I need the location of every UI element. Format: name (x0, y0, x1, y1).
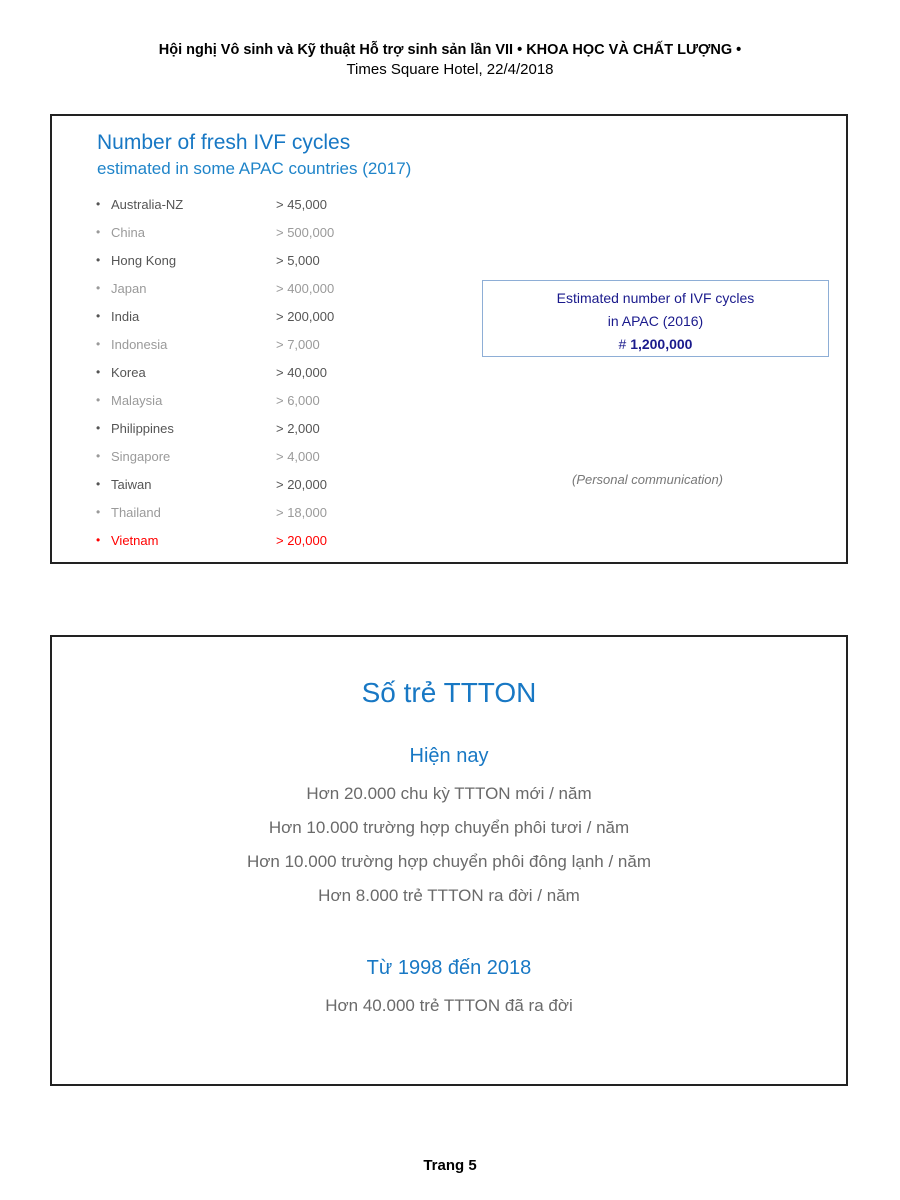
cycle-count: > 5,000 (276, 252, 320, 268)
bullet-icon: • (96, 421, 101, 435)
box-total-line (483, 333, 828, 356)
source-note: (Personal communication) (572, 472, 724, 487)
country-name: Singapore (111, 448, 171, 464)
country-row (96, 442, 416, 470)
country-name: Hong Kong (111, 252, 177, 268)
bullet-icon: • (96, 225, 101, 239)
slide-title: Number of fresh IVF cycles (97, 131, 351, 154)
apac-total-box (482, 280, 829, 357)
bullet-icon: • (96, 477, 101, 491)
bullet-icon: • (96, 337, 101, 351)
bullet-icon: • (96, 533, 101, 547)
bullet-icon: • (96, 365, 101, 379)
country-row (96, 330, 416, 358)
country-name: Thailand (111, 504, 161, 520)
cycle-count: > 20,000 (276, 532, 327, 548)
cycle-count: > 500,000 (276, 224, 335, 240)
history-line: Hơn 40.000 trẻ TTTON đã ra đời (325, 996, 573, 1015)
current-line: Hơn 10.000 trường hợp chuyển phôi đông lạnh / năm (247, 852, 651, 871)
country-row (96, 190, 416, 218)
cycle-count: > 400,000 (276, 280, 335, 296)
page-number: Trang 5 (423, 1157, 477, 1174)
country-name: Vietnam (111, 532, 159, 548)
cycle-count: > 4,000 (276, 448, 320, 464)
country-name: China (111, 224, 145, 240)
bullet-icon: • (96, 449, 101, 463)
cycle-count: > 20,000 (276, 476, 327, 492)
country-name: Indonesia (111, 336, 168, 352)
country-name: India (111, 308, 140, 324)
cycle-count: > 18,000 (276, 504, 327, 520)
bullet-icon: • (96, 393, 101, 407)
current-line: Hơn 8.000 trẻ TTTON ra đời / năm (318, 886, 580, 905)
box-line-1: Estimated number of IVF cycles (556, 290, 755, 306)
country-row (96, 498, 416, 526)
bullet-icon: • (96, 309, 101, 323)
country-row (96, 302, 416, 330)
bullet-icon: • (96, 197, 101, 211)
country-row (96, 274, 416, 302)
cycle-count: > 7,000 (276, 336, 320, 352)
cycle-count: > 200,000 (276, 308, 335, 324)
bullet-icon: • (96, 281, 101, 295)
cycle-count: > 6,000 (276, 392, 320, 408)
slide-subtitle: estimated in some APAC countries (2017) (97, 159, 412, 178)
slide-ivf-children (50, 635, 848, 1086)
country-row (96, 414, 416, 442)
cycle-count: > 2,000 (276, 420, 320, 436)
slide-title: Số trẻ TTTON (361, 677, 537, 708)
total-prefix: # (618, 336, 631, 352)
country-row (96, 526, 416, 554)
country-name: Malaysia (111, 392, 163, 408)
country-name: Korea (111, 364, 146, 380)
total-value: 1,200,000 (630, 336, 693, 352)
cycle-count: > 40,000 (276, 364, 327, 380)
bullet-icon: • (96, 505, 101, 519)
cycle-count: > 45,000 (276, 196, 327, 212)
country-row (96, 218, 416, 246)
slide-ivf-cycles (50, 114, 848, 564)
country-name: Philippines (111, 420, 174, 436)
current-heading: Hiện nay (409, 745, 489, 767)
country-name: Japan (111, 280, 147, 296)
country-name: Taiwan (111, 476, 152, 492)
country-row (96, 246, 416, 274)
conference-venue-date: Times Square Hotel, 22/4/2018 (346, 61, 554, 78)
conference-title: Hội nghị Vô sinh và Kỹ thuật Hỗ trợ sinh sản lần VII • KHOA HỌC VÀ CHẤT LƯỢNG • (158, 42, 742, 58)
bullet-icon: • (96, 253, 101, 267)
box-line-2: in APAC (2016) (607, 313, 704, 329)
country-list (96, 190, 416, 554)
current-line: Hơn 20.000 chu kỳ TTTON mới / năm (306, 784, 592, 803)
country-name: Australia-NZ (111, 196, 184, 212)
country-row (96, 358, 416, 386)
country-row (96, 386, 416, 414)
current-line: Hơn 10.000 trường hợp chuyển phôi tươi / năm (268, 818, 630, 837)
history-heading: Từ 1998 đến 2018 (366, 957, 532, 979)
country-row (96, 470, 416, 498)
page-header (0, 40, 900, 80)
